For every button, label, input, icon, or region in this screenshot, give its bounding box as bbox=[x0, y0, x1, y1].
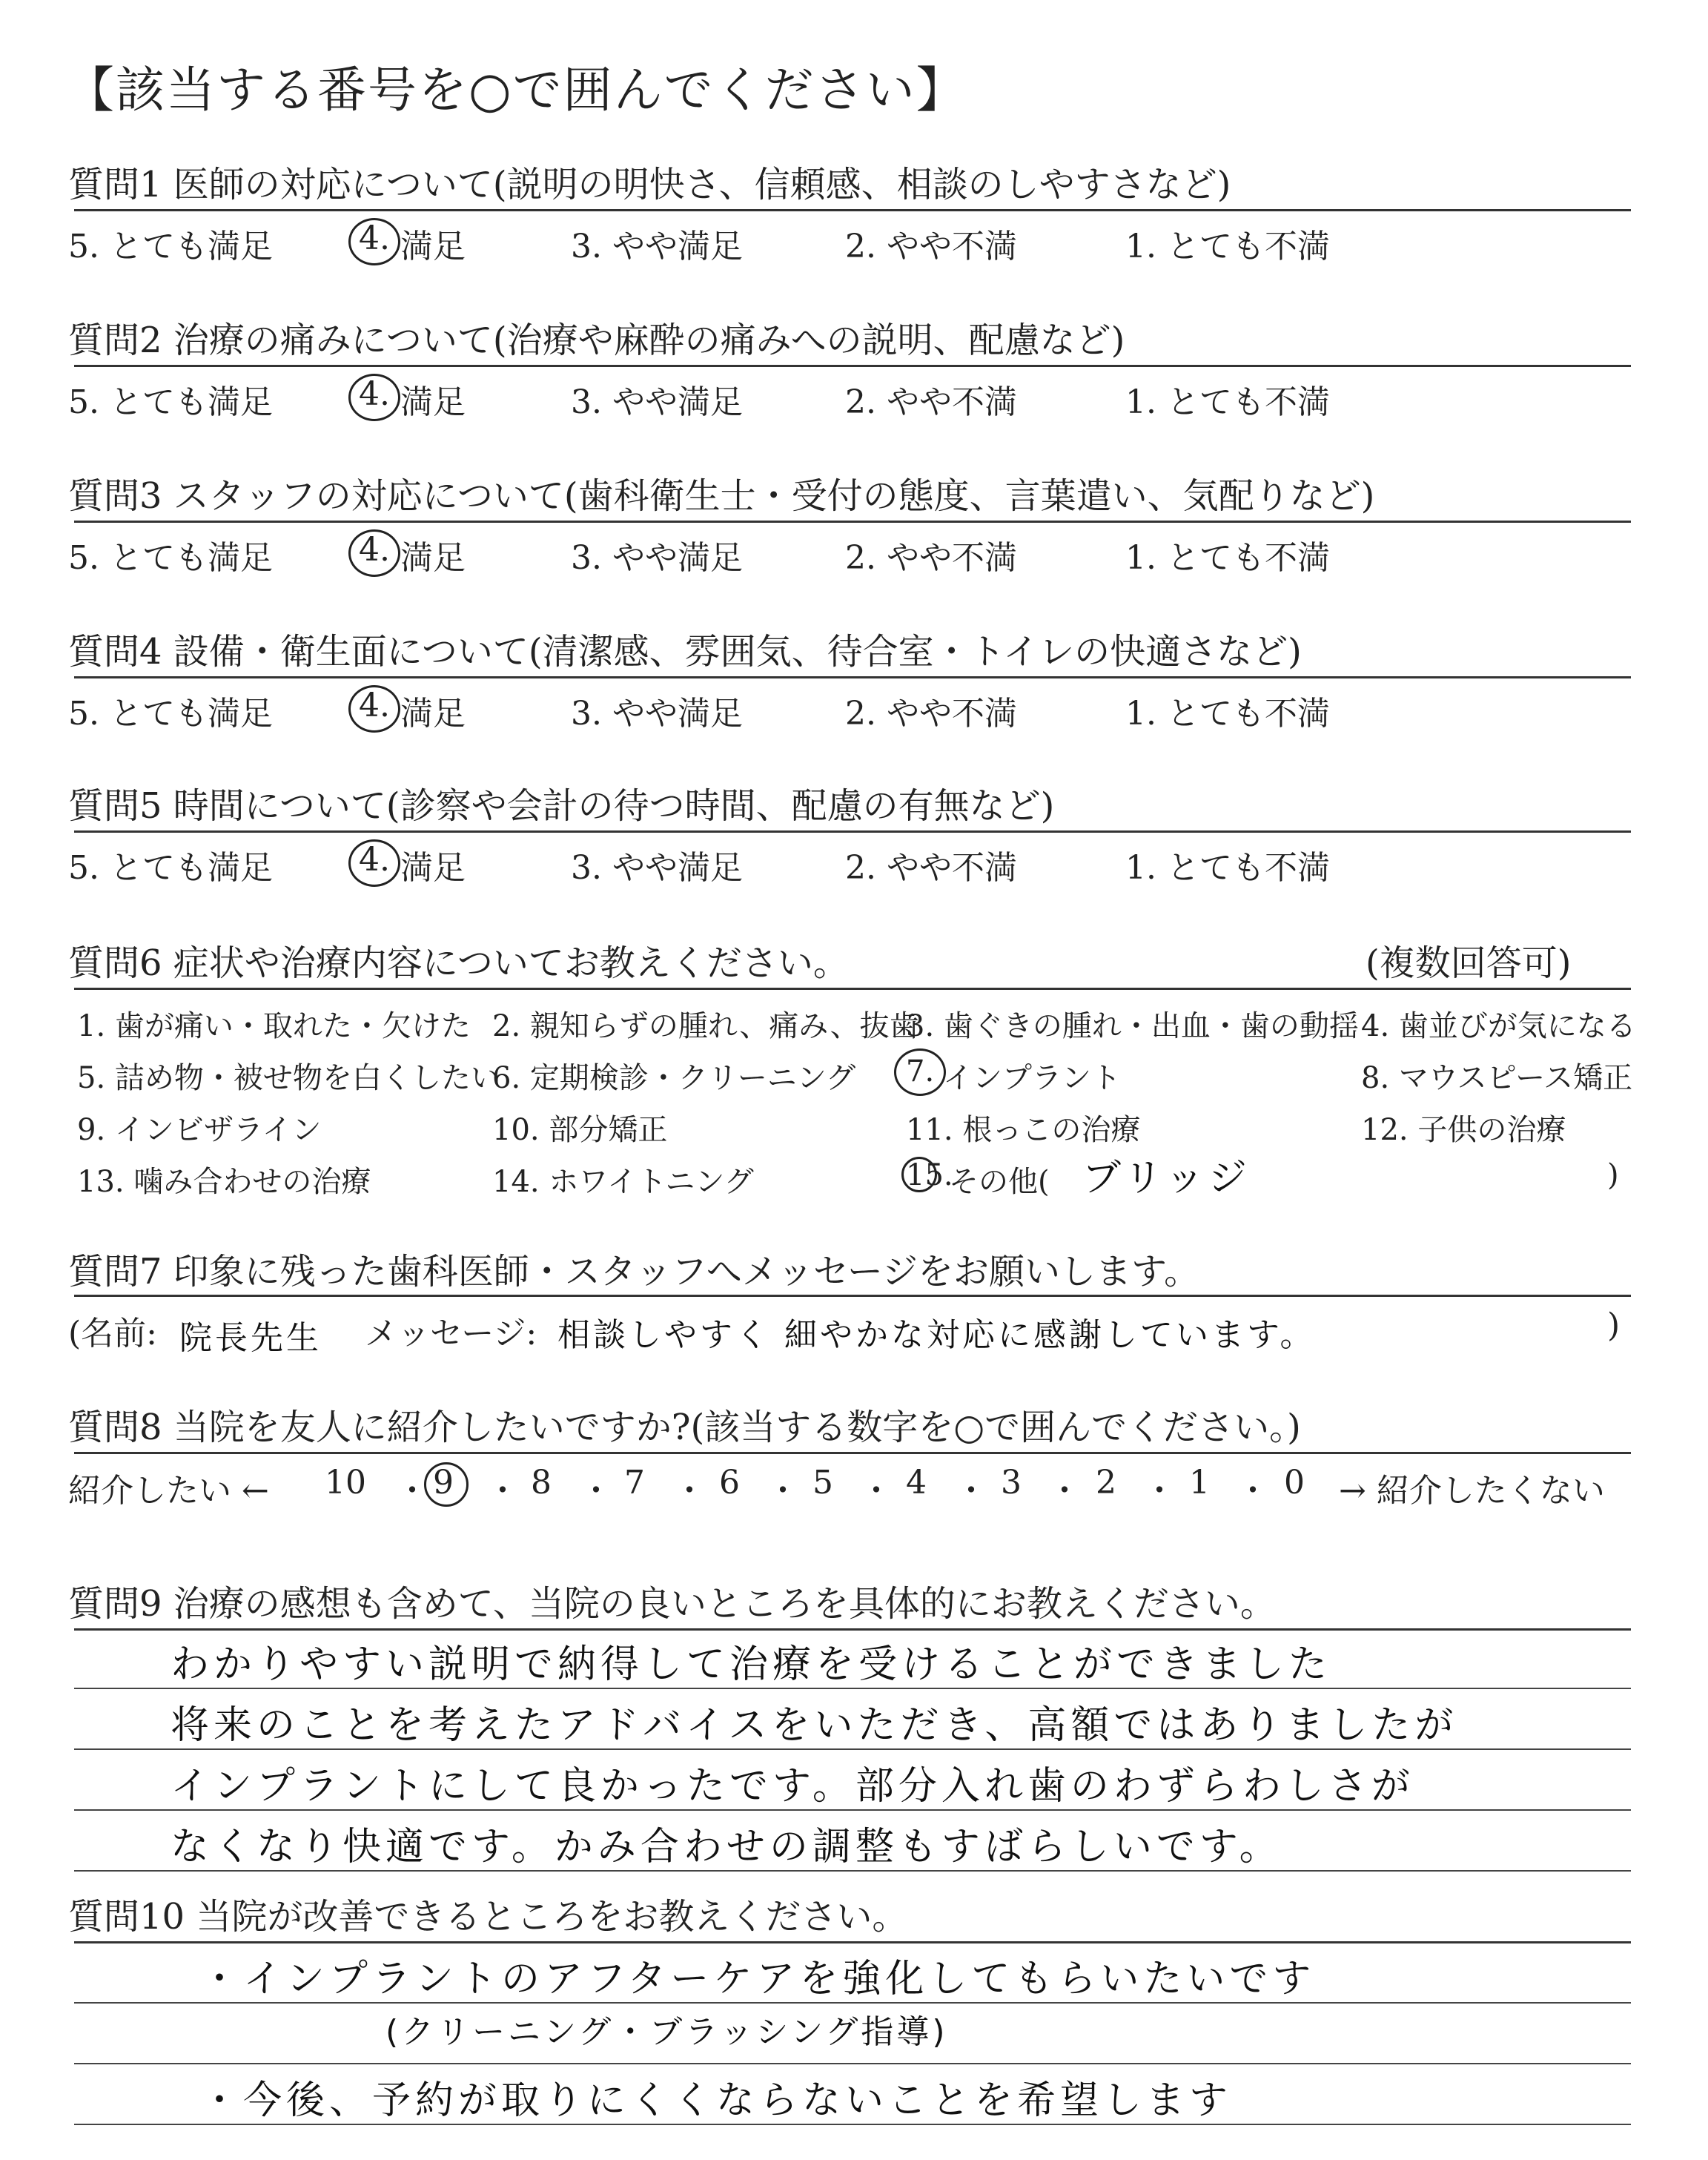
q8-title: 質問8 当院を友人に紹介したいですか?(該当する数字を○で囲んでください。) bbox=[68, 1407, 1301, 1448]
q10-ruled-line bbox=[74, 2063, 1631, 2064]
q5-option-4-number[interactable]: 4. bbox=[359, 841, 390, 879]
q4-option-4-number[interactable]: 4. bbox=[359, 687, 390, 724]
q4-option-4-label[interactable]: 満足 bbox=[400, 695, 466, 733]
q6-item-15-number[interactable]: 15. bbox=[906, 1158, 953, 1192]
q10-answer-line-2[interactable]: (クリーニング・ブラッシング指導) bbox=[385, 2013, 948, 2051]
q6-divider bbox=[74, 988, 1631, 990]
q4-option-5[interactable]: 5. とても満足 bbox=[68, 695, 273, 733]
q8-left-label: 紹介したい ← bbox=[68, 1472, 269, 1510]
q2-option-3[interactable]: 3. やや満足 bbox=[571, 383, 743, 421]
q5-option-4-label[interactable]: 満足 bbox=[400, 849, 466, 887]
q9-answer-line-4[interactable]: なくなり快適です。かみ合わせの調整もすばらしいです。 bbox=[171, 1825, 1282, 1869]
q8-sep: ・ bbox=[955, 1472, 987, 1510]
q9-ruled-line bbox=[74, 1870, 1631, 1872]
q8-scale-6[interactable]: 6 bbox=[719, 1464, 740, 1502]
q9-ruled-line bbox=[74, 1688, 1631, 1689]
q8-scale-0[interactable]: 0 bbox=[1284, 1464, 1305, 1502]
q6-item-14[interactable]: 14. ホワイトニング bbox=[492, 1165, 754, 1199]
q1-option-4-number[interactable]: 4. bbox=[359, 219, 390, 257]
q6-item-7-label[interactable]: インプラント bbox=[943, 1061, 1121, 1095]
q8-scale-8[interactable]: 8 bbox=[531, 1464, 552, 1502]
q5-divider bbox=[74, 830, 1631, 833]
q6-item-8[interactable]: 8. マウスピース矯正 bbox=[1361, 1061, 1633, 1095]
q3-option-1[interactable]: 1. とても不満 bbox=[1125, 539, 1330, 577]
q6-item-7-number[interactable]: 7. bbox=[906, 1054, 935, 1089]
q9-title: 質問9 治療の感想も含めて、当院の良いところを具体的にお教えください。 bbox=[68, 1583, 1276, 1625]
q3-divider bbox=[74, 521, 1631, 523]
q2-option-4-number[interactable]: 4. bbox=[359, 375, 390, 413]
q9-answer-line-3[interactable]: インプラントにして良かったです。部分入れ歯のわずらわしさが bbox=[171, 1764, 1414, 1809]
q8-scale-7[interactable]: 7 bbox=[624, 1464, 645, 1502]
q7-message-value[interactable]: 相談しやすく 細やかな対応に感謝しています。 bbox=[557, 1316, 1316, 1354]
q4-divider bbox=[74, 676, 1631, 678]
q3-option-2[interactable]: 2. やや不満 bbox=[845, 539, 1017, 577]
q6-item-11[interactable]: 11. 根っこの治療 bbox=[906, 1113, 1141, 1147]
q3-option-4-label[interactable]: 満足 bbox=[400, 539, 466, 577]
q4-option-1[interactable]: 1. とても不満 bbox=[1125, 695, 1330, 733]
q6-item-9[interactable]: 9. インビザライン bbox=[77, 1113, 322, 1147]
q9-answer-line-2[interactable]: 将来のことを考えたアドバイスをいただき、高額ではありましたが bbox=[171, 1703, 1458, 1748]
q8-scale-5[interactable]: 5 bbox=[812, 1464, 833, 1502]
q1-option-2[interactable]: 2. やや不満 bbox=[845, 228, 1017, 265]
q8-scale-4[interactable]: 4 bbox=[906, 1464, 927, 1502]
q1-option-5[interactable]: 5. とても満足 bbox=[68, 228, 273, 265]
q8-right-label: → 紹介したくない bbox=[1339, 1472, 1605, 1510]
q7-title: 質問7 印象に残った歯科医師・スタッフへメッセージをお願いします。 bbox=[68, 1251, 1200, 1292]
q6-item-1[interactable]: 1. 歯が痛い・取れた・欠けた bbox=[77, 1009, 471, 1043]
q1-title: 質問1 医師の対応について(説明の明快さ、信頼感、相談のしやすさなど) bbox=[68, 164, 1231, 205]
q2-option-2[interactable]: 2. やや不満 bbox=[845, 383, 1017, 421]
q2-option-5[interactable]: 5. とても満足 bbox=[68, 383, 273, 421]
q4-option-3[interactable]: 3. やや満足 bbox=[571, 695, 743, 733]
q8-sep: ・ bbox=[767, 1472, 799, 1510]
q6-item-13[interactable]: 13. 噛み合わせの治療 bbox=[77, 1165, 371, 1199]
q6-title: 質問6 症状や治療内容についてお教えください。 bbox=[68, 942, 849, 984]
q8-sep: ・ bbox=[580, 1472, 612, 1510]
q6-item-10[interactable]: 10. 部分矯正 bbox=[492, 1113, 668, 1147]
q8-divider bbox=[74, 1452, 1631, 1454]
q9-divider bbox=[74, 1628, 1631, 1631]
q4-title: 質問4 設備・衛生面について(清潔感、雰囲気、待合室・トイレの快適さなど) bbox=[68, 631, 1302, 673]
q1-divider bbox=[74, 209, 1631, 211]
q8-sep: ・ bbox=[486, 1472, 519, 1510]
q8-sep: ・ bbox=[673, 1472, 706, 1510]
q6-item-12[interactable]: 12. 子供の治療 bbox=[1361, 1113, 1566, 1147]
q8-scale-1[interactable]: 1 bbox=[1189, 1464, 1210, 1502]
q7-name-label: (名前: bbox=[68, 1315, 157, 1353]
q2-divider bbox=[74, 365, 1631, 367]
q9-answer-line-1[interactable]: わかりやすい説明で納得して治療を受けることができました bbox=[171, 1642, 1332, 1687]
q6-item-4[interactable]: 4. 歯並びが気になる bbox=[1361, 1009, 1636, 1043]
q3-title: 質問3 スタッフの対応について(歯科衛生士・受付の態度、言葉遣い、気配りなど) bbox=[68, 475, 1375, 517]
q6-item-2[interactable]: 2. 親知らずの腫れ、痛み、抜歯 bbox=[492, 1009, 919, 1043]
q8-sep: ・ bbox=[1143, 1472, 1176, 1510]
q3-option-3[interactable]: 3. やや満足 bbox=[571, 539, 743, 577]
q8-sep: ・ bbox=[396, 1472, 428, 1510]
q3-option-4-number[interactable]: 4. bbox=[359, 531, 390, 569]
q6-item-15-label[interactable]: その他( bbox=[949, 1165, 1050, 1199]
q8-scale-3[interactable]: 3 bbox=[1001, 1464, 1022, 1502]
q1-option-1[interactable]: 1. とても不満 bbox=[1125, 228, 1330, 265]
q9-ruled-line bbox=[74, 1809, 1631, 1811]
q10-ruled-line bbox=[74, 2002, 1631, 2004]
q7-divider bbox=[74, 1295, 1631, 1297]
q5-option-2[interactable]: 2. やや不満 bbox=[845, 849, 1017, 887]
q7-message-label: メッセージ: bbox=[365, 1315, 537, 1353]
q5-title: 質問5 時間について(診察や会計の待つ時間、配慮の有無など) bbox=[68, 785, 1055, 827]
q3-option-5[interactable]: 5. とても満足 bbox=[68, 539, 273, 577]
q10-divider bbox=[74, 1941, 1631, 1943]
q1-option-3[interactable]: 3. やや満足 bbox=[571, 228, 743, 265]
q8-scale-10[interactable]: 10 bbox=[325, 1464, 366, 1502]
q6-other-handwritten: ブリッジ bbox=[1082, 1156, 1251, 1200]
q8-sep: ・ bbox=[860, 1472, 893, 1510]
q8-sep: ・ bbox=[1237, 1472, 1269, 1510]
q6-other-close: ) bbox=[1607, 1158, 1619, 1192]
q6-item-5[interactable]: 5. 詰め物・被せ物を白くしたい bbox=[77, 1061, 500, 1095]
q2-option-4-label[interactable]: 満足 bbox=[400, 383, 466, 421]
form-header: 【該当する番号を○で囲んでください】 bbox=[65, 62, 967, 119]
q5-option-5[interactable]: 5. とても満足 bbox=[68, 849, 273, 887]
q4-option-2[interactable]: 2. やや不満 bbox=[845, 695, 1017, 733]
q8-scale-2[interactable]: 2 bbox=[1096, 1464, 1116, 1502]
q5-option-1[interactable]: 1. とても不満 bbox=[1125, 849, 1330, 887]
q10-title: 質問10 当院が改善できるところをお教えください。 bbox=[68, 1896, 908, 1938]
q9-ruled-line bbox=[74, 1748, 1631, 1750]
q10-answer-line-1[interactable]: ・インプラントのアフターケアを強化してもらいたいです bbox=[200, 1957, 1316, 2001]
q8-sep: ・ bbox=[1048, 1472, 1081, 1510]
q8-scale-9[interactable]: 9 bbox=[433, 1464, 454, 1502]
q7-name-value[interactable]: 院長先生 bbox=[179, 1319, 322, 1357]
q10-answer-line-3[interactable]: ・今後、予約が取りにくくならないことを希望します bbox=[200, 2078, 1233, 2123]
q7-close: ) bbox=[1607, 1307, 1621, 1344]
q6-item-6[interactable]: 6. 定期検診・クリーニング bbox=[492, 1061, 856, 1095]
q1-option-4-label[interactable]: 満足 bbox=[400, 228, 466, 265]
q2-option-1[interactable]: 1. とても不満 bbox=[1125, 383, 1330, 421]
q6-multi-note: (複数回答可) bbox=[1366, 942, 1572, 984]
q6-item-3[interactable]: 3. 歯ぐきの腫れ・出血・歯の動揺 bbox=[906, 1009, 1359, 1043]
q10-ruled-line bbox=[74, 2124, 1631, 2125]
q5-option-3[interactable]: 3. やや満足 bbox=[571, 849, 743, 887]
q2-title: 質問2 治療の痛みについて(治療や麻酔の痛みへの説明、配慮など) bbox=[68, 320, 1125, 361]
